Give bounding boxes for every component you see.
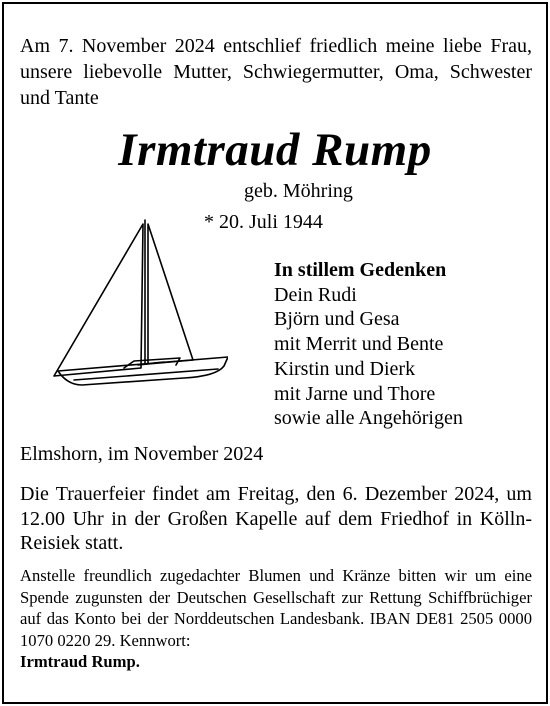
donation-request [20,565,532,673]
mourners-heading: In stillem Gedenken [274,259,447,281]
mourner-line: Kirstin und Dierk [274,357,416,380]
sailboat-icon [52,218,228,388]
birth-name: geb. Möhring [244,180,353,202]
mourner-line: mit Jarne und Thore [274,382,436,405]
donation-text: Anstelle freundlich zugedachter Blumen und Kränze bitten wir um eine Spende zugunsten der Deutschen Gesellschaft zur Rettung Schiffbrüchiger auf das Konto bei der Norddeutschen Landesbank. IBAN DE81 2505 0000 1070 0220 29. Kennwort: [20,566,532,650]
mourner-line: Dein Rudi [274,283,357,306]
mourners-list [274,258,463,431]
birth-date: * 20. Juli 1944 [204,211,323,233]
funeral-info: Die Trauerfeier findet am Freitag, den 6. Dezember 2024, um 12.00 Uhr in der Großen Kapelle auf dem Friedhof in Kölln-Reisiek statt. [20,483,532,554]
obituary-notice [2,2,548,704]
donation-keyword: Irmtraud Rump. [20,652,140,671]
mourner-line: sowie alle Angehörigen [274,407,463,430]
mourner-line: Björn und Gesa [274,308,400,331]
mourner-line: mit Merrit und Bente [274,333,444,356]
deceased-name: Irmtraud Rump [118,124,432,176]
place-date: Elmshorn, im November 2024 [20,443,264,465]
announcement-text: Am 7. November 2024 entschlief friedlich meine liebe Frau, unsere liebevolle Mutter, Schwiegermutter, Oma, Schwester und Tante [20,35,532,109]
